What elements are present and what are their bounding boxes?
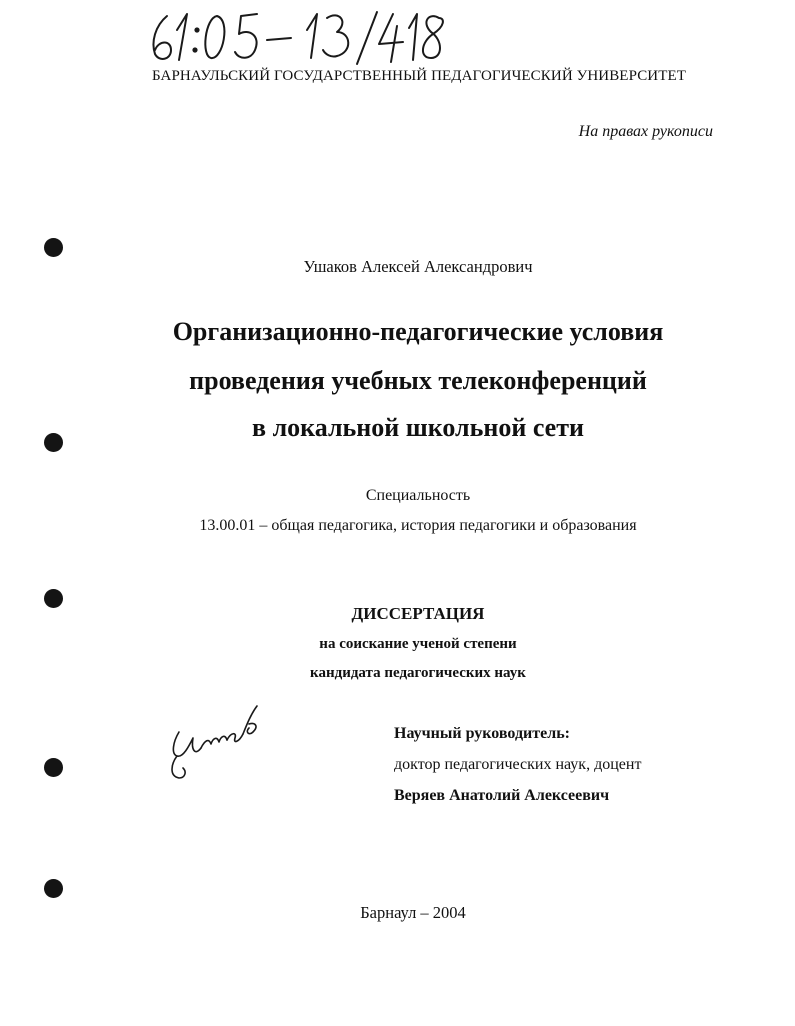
dissertation-title-line-2: проведения учебных телеконференций [189,366,647,395]
specialty-label: Специальность [365,487,471,504]
dissertation-title-line-3: в локальной школьной сети [252,413,584,442]
university-name: БАРНАУЛЬСКИЙ ГОСУДАРСТВЕННЫЙ ПЕДАГОГИЧЕСКИЙ УНИВЕРСИТЕТ [152,68,687,84]
degree-line-1: на соискание ученой степени [319,636,517,652]
dissertation-heading: ДИССЕРТАЦИЯ [351,604,485,623]
advisor-label: Научный руководитель: [394,725,570,742]
punch-hole [44,433,63,452]
author-name: Ушаков Алексей Александрович [303,257,533,276]
dissertation-title-line-1: Организационно-педагогические условия [172,317,664,346]
specialty-value: 13.00.01 – общая педагогика, история педагогики и образования [199,517,637,534]
handwritten-signature [165,702,270,784]
rights-note: На правах рукописи [578,123,713,140]
punch-hole [44,758,63,777]
punch-hole [44,589,63,608]
punch-hole [44,879,63,898]
degree-line-2: кандидата педагогических наук [310,665,526,681]
place-and-year: Барнаул – 2004 [360,903,466,922]
punch-hole [44,238,63,257]
advisor-degree: доктор педагогических наук, доцент [394,756,642,773]
advisor-name: Веряев Анатолий Алексеевич [394,787,610,804]
handwritten-catalog-code [145,8,455,68]
